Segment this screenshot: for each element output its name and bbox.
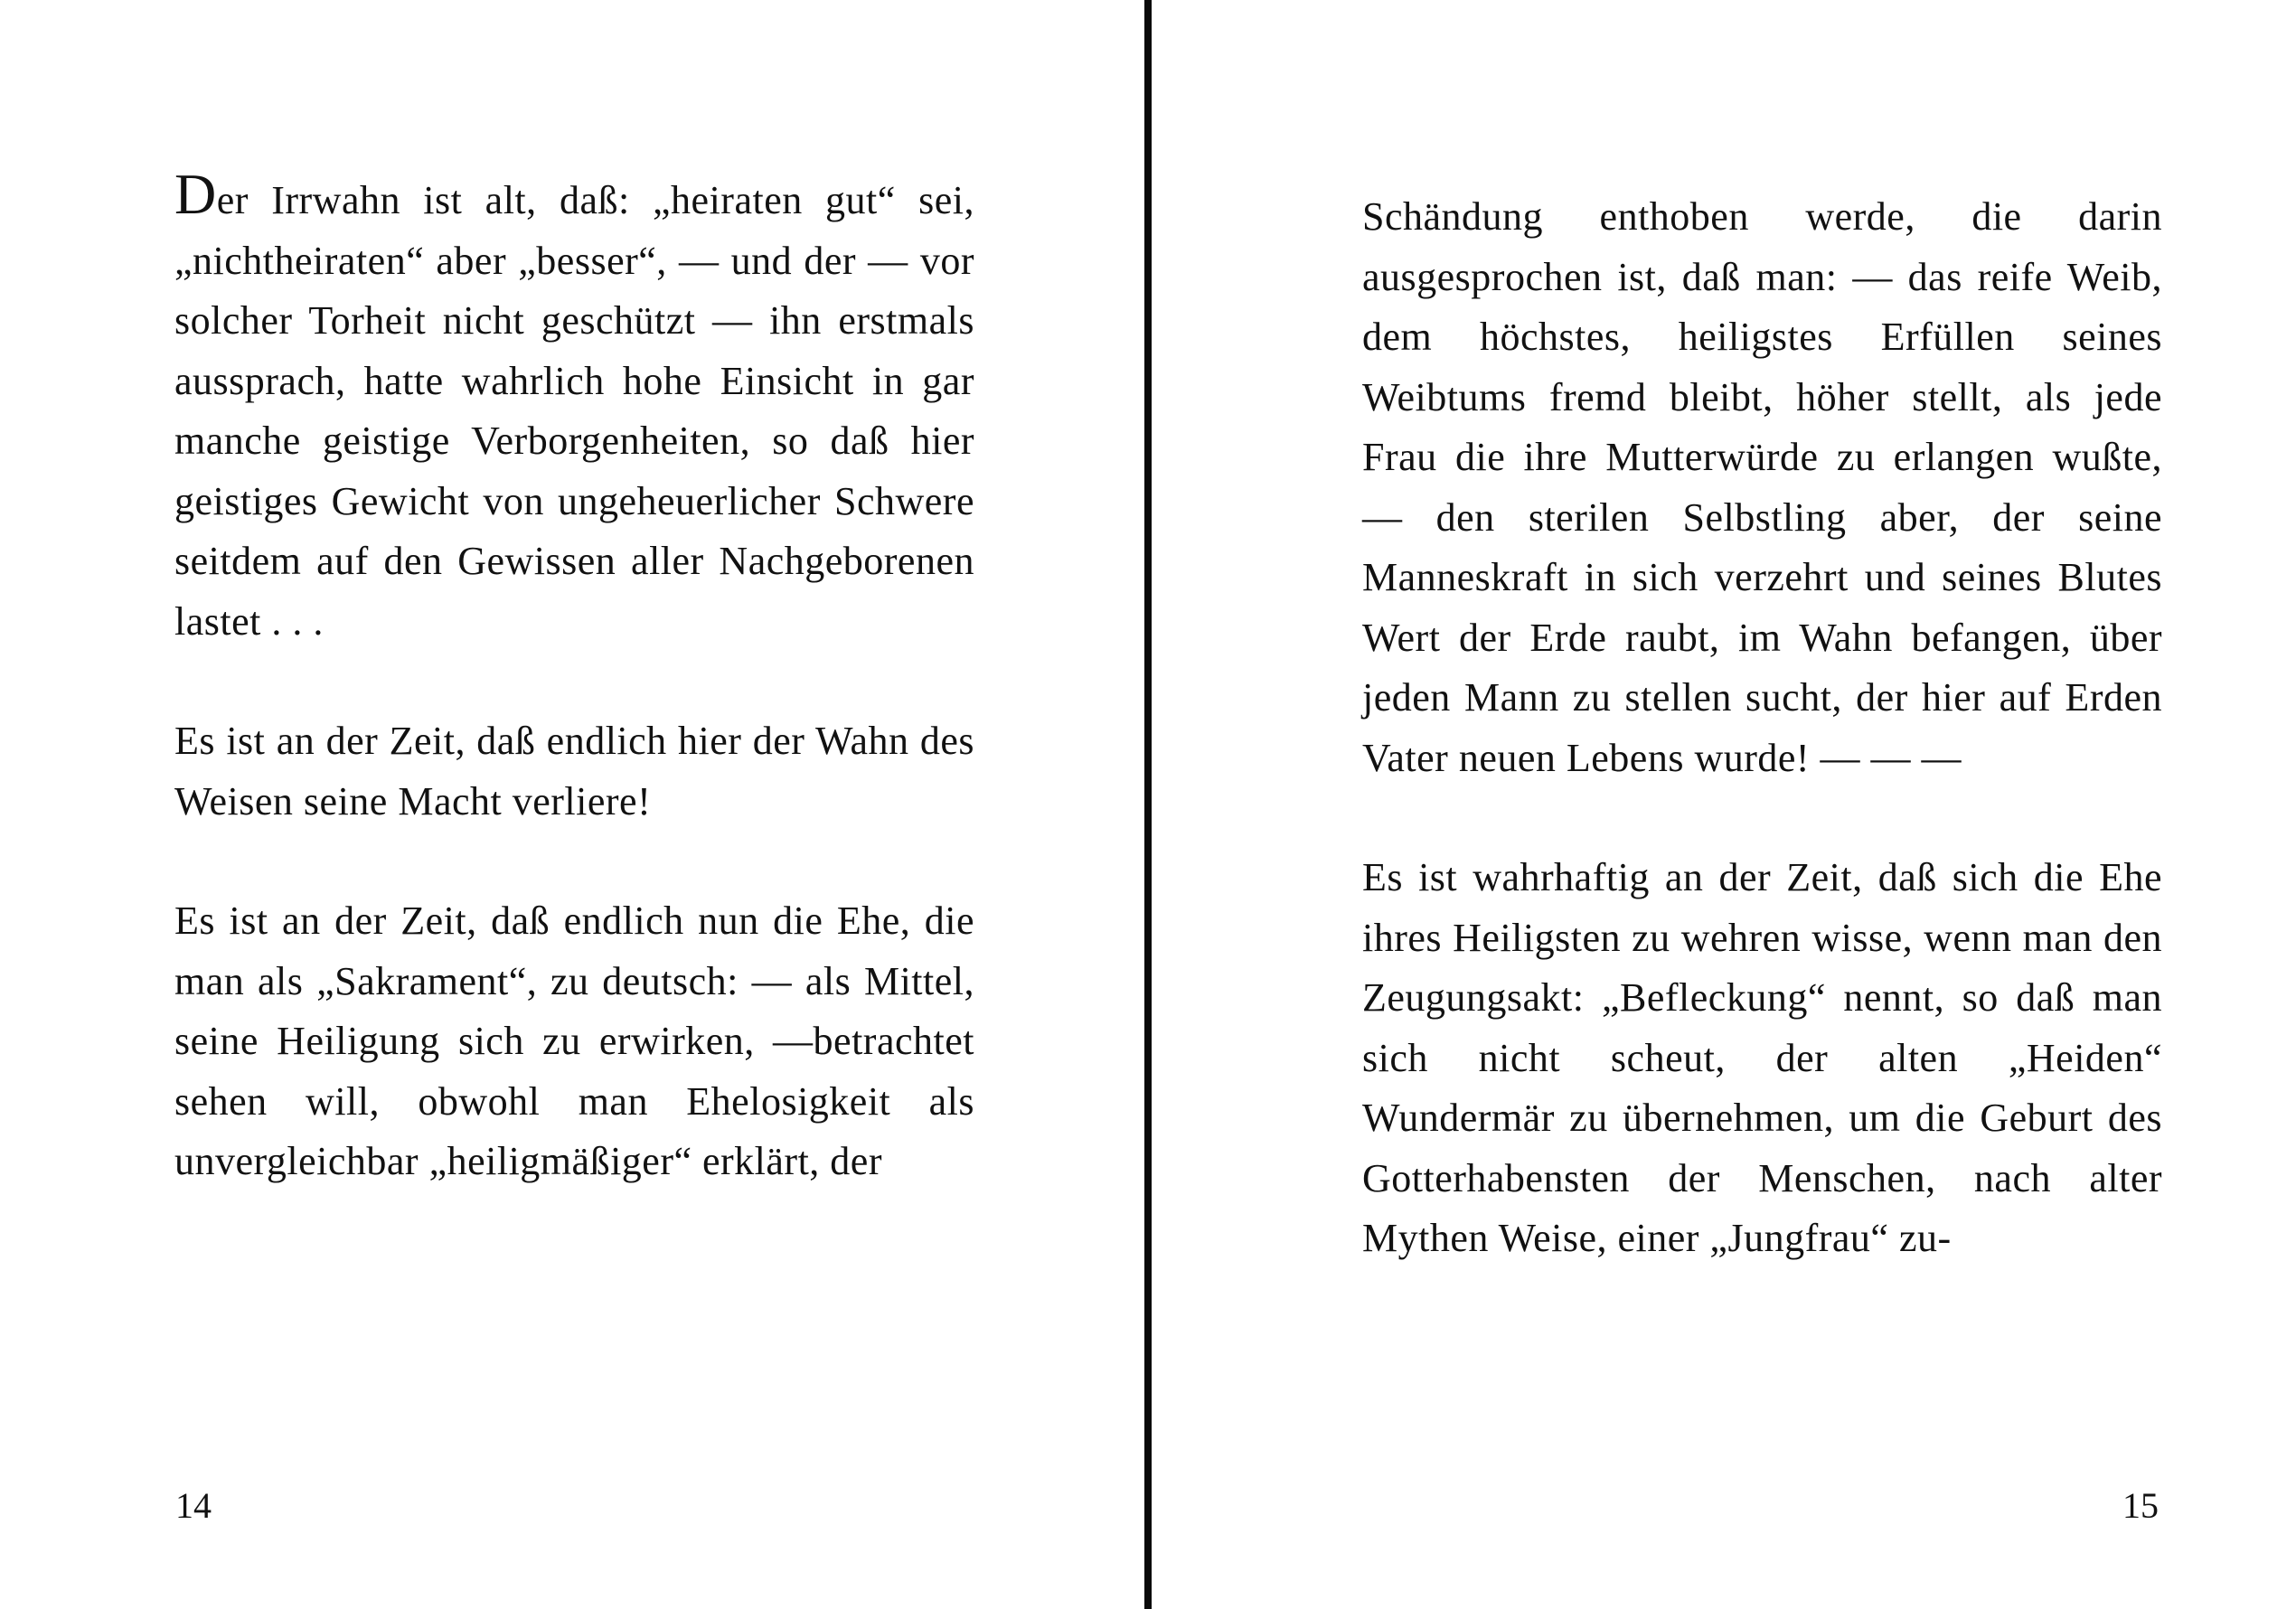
paragraph	[174, 162, 974, 652]
paragraph: Es ist wahrhaftig an der Zeit, daß sich die Ehe ihres Heiligsten zu wehren wisse, wenn man den Zeugungsakt: „Befleckung“ nennt, so daß man sich nicht scheut, der alten „Heiden“ Wundermär zu übernehmen, um die Geburt des Gotterhabensten der Menschen, nach alter Mythen Weise, einer „Jungfrau“ zu-	[1362, 855, 2162, 1260]
left-page-text	[174, 162, 974, 1192]
page-number: 15	[2122, 1485, 2159, 1526]
page-number: 14	[175, 1485, 212, 1526]
paragraph: Es ist an der Zeit, daß endlich hier der Wahn des Weisen seine Macht verliere!	[174, 719, 974, 823]
paragraph: Schändung enthoben werde, die darin ausgesprochen ist, daß man: — das reife Weib, dem höchstes, heiligstes Erfüllen seines Weibtums fremd bleibt, höher stellt, als jede Frau die ihre Mutterwürde zu erlangen wußte, — den sterilen Selbstling aber, der seine Manneskraft in sich verzehrt und seines Blutes Wert der Erde raubt, im Wahn befangen, über jeden Mann zu stellen sucht, der hier auf Erden Vater neuen Lebens wurde! — — —	[1362, 194, 2162, 780]
paragraph: Es ist an der Zeit, daß endlich nun die Ehe, die man als „Sakrament“, zu deutsch: — als Mittel, seine Heiligung sich zu erwirken, —betrachtet sehen will, obwohl man Ehelosigkeit als unvergleichbar „heiligmäßiger“ erklärt, der	[174, 899, 974, 1183]
paragraph-text: er Irrwahn ist alt, daß: „heiraten gut“ sei, „nichtheiraten“ aber „besser“, — und der — vor solcher Torheit nicht geschützt — ihn erstmals aussprach, hatte wahrlich hohe Einsicht in gar manche geistige Verborgenheiten, so daß hier geistiges Gewicht von ungeheuerlicher Schwere seitdem auf den Gewissen aller Nachgeborenen lastet . . .	[174, 178, 974, 644]
right-page	[1148, 0, 2296, 1609]
right-page-text	[1362, 187, 2162, 1269]
drop-cap: D	[174, 162, 217, 226]
